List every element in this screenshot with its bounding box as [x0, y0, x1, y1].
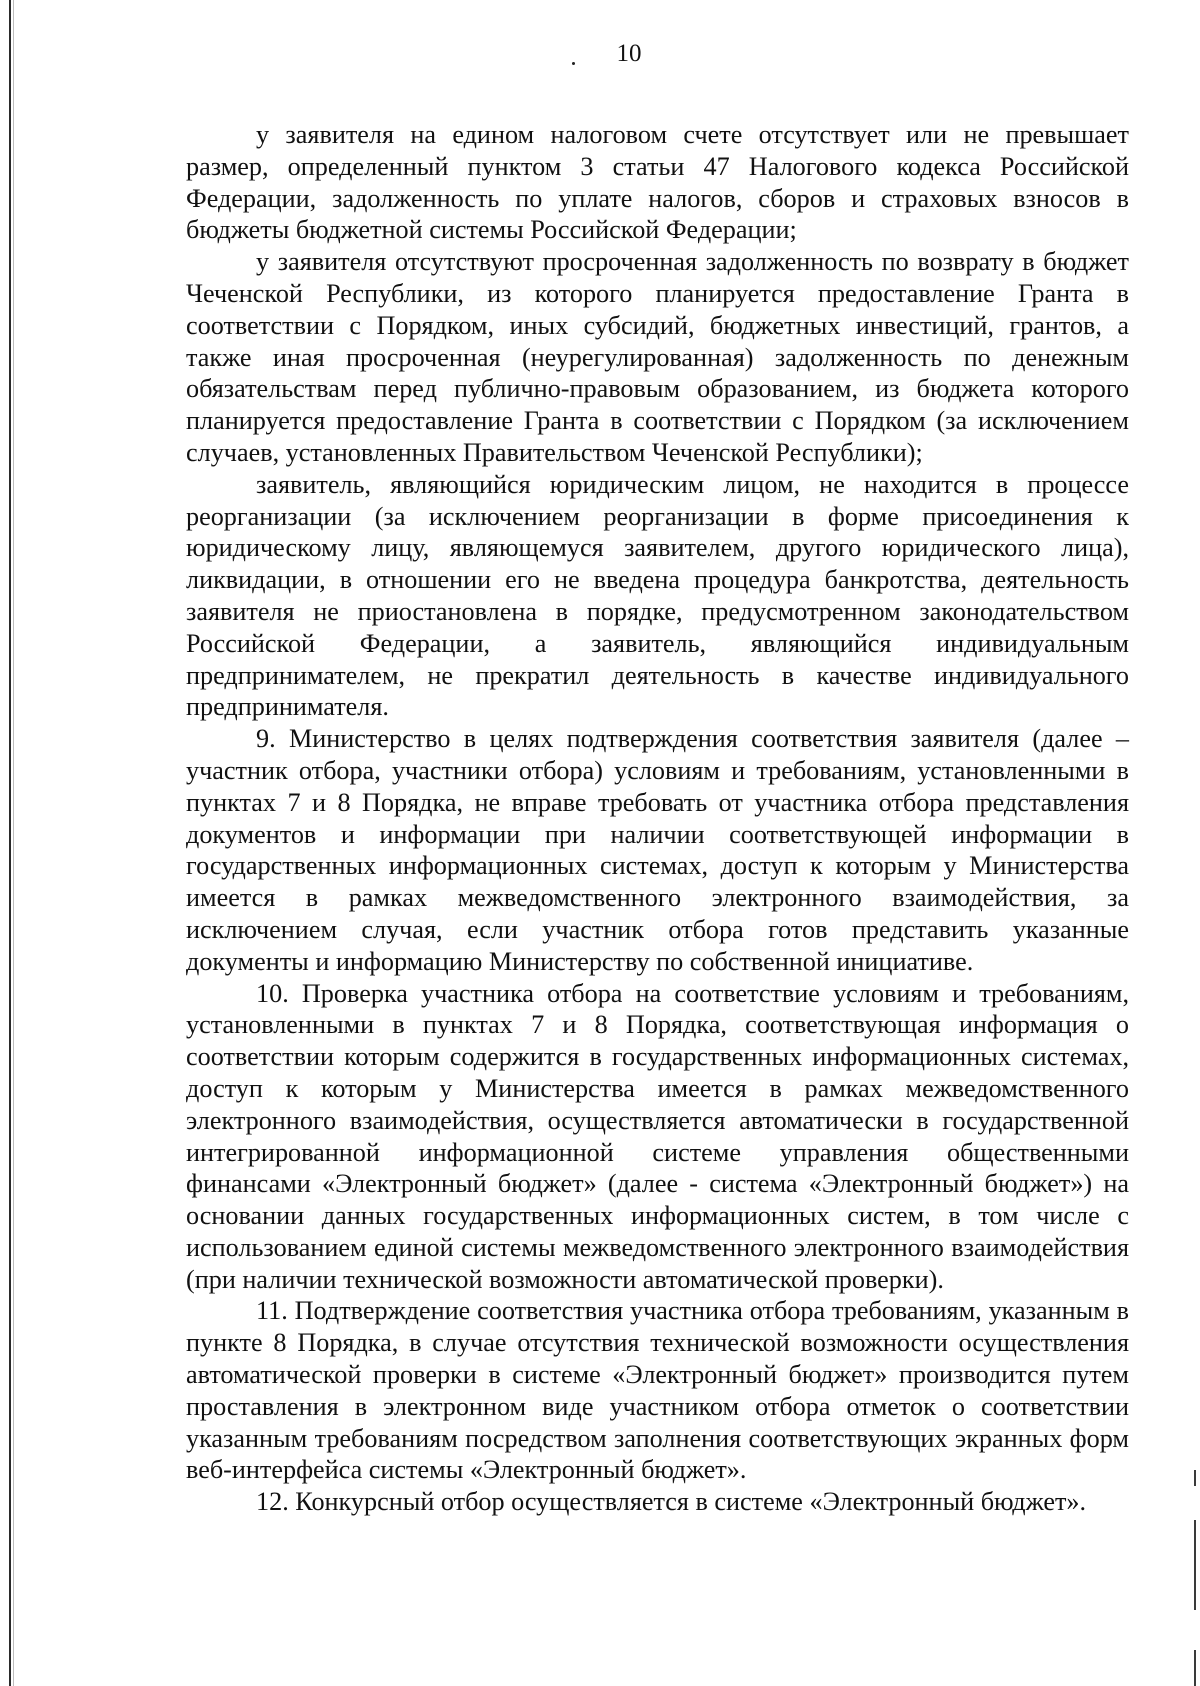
page-number: 10: [616, 40, 642, 67]
document-body: [186, 119, 1129, 1518]
paragraph-item-11: 11. Подтверждение соответствия участника отбора требованиям, указанным в пункте 8 Порядка, в случае отсутствия технической возможности осуществления автоматической проверки в системе «Электронный бюджет» производится путем проставления в электронном виде участником отбора отметок о соответствии указанным требованиям посредством заполнения соответствующих экранных форм веб-интерфейса системы «Электронный бюджет».: [186, 1296, 1129, 1485]
paragraph-item-12: 12. Конкурсный отбор осуществляется в системе «Электронный бюджет».: [256, 1487, 1087, 1517]
scan-edge-left-shadow: [13, 0, 14, 1686]
scan-edge-left: [9, 0, 11, 1686]
scan-edge-right-line: [1194, 1520, 1196, 1610]
paragraph-tax-debt: у заявителя на едином налоговом счете отсутствует или не превышает размер, определенный пунктом 3 статьи 47 Налогового кодекса Российской Федерации, задолженность по уплате налогов, сборов и страховых взносов в бюджеты бюджетной системы Российской Федерации;: [186, 120, 1129, 245]
paragraph-item-9: 9. Министерство в целях подтверждения соответствия заявителя (далее – участник отбора, участники отбора) условиям и требованиям, установленными в пунктах 7 и 8 Порядка, не вправе требовать от участника отбора представления документов и информации при наличии соответствующей информации в государственных информационных системах, доступ к которым у Министерства имеется в рамках межведомственного электронного взаимодействия, за исключением случая, если участник отбора готов представить указанные документы и информацию Министерству по собственной инициативе.: [186, 724, 1129, 976]
scan-edge-right-line-bottom: [1194, 1650, 1196, 1686]
scan-edge-right-mark: [1194, 1470, 1196, 1486]
paragraph-item-10: 10. Проверка участника отбора на соответствие условиям и требованиям, установленными в пунктах 7 и 8 Порядка, соответствующая информация о соответствии которым содержится в государственных информационных системах, доступ к которым у Министерства имеется в рамках межведомственного электронного взаимодействия, осуществляется автоматически в государственной интегрированной информационной системе управления общественными финансами «Электронный бюджет» (далее - система «Электронный бюджет») на основании данных государственных информационных систем, в том числе с использованием единой системы межведомственного электронного взаимодействия (при наличии технической возможности автоматической проверки).: [186, 978, 1129, 1294]
paragraph-overdue-debt: у заявителя отсутствуют просроченная задолженность по возврату в бюджет Чеченской Республики, из которого планируется предоставление Гранта в соответствии с Порядком, иных субсидий, бюджетных инвестиций, грантов, а также иная просроченная (неурегулированная) задолженность по денежным обязательствам перед публично-правовым образованием, из бюджета которого планируется предоставление Гранта в соответствии с Порядком (за исключением случаев, установленных Правительством Чеченской Республики);: [186, 247, 1129, 467]
paragraph-reorganization: заявитель, являющийся юридическим лицом, не находится в процессе реорганизации (за исключением реорганизации в форме присоединения к юридическому лицу, являющемуся заявителем, другого юридического лица), ликвидации, в отношении его не введена процедура банкротства, деятельность заявителя не приостановлена в порядке, предусмотренном законодательством Российской Федерации, а заявитель, являющийся индивидуальным предпринимателем, не прекратил деятельность в качестве индивидуального предпринимателя.: [186, 469, 1129, 722]
